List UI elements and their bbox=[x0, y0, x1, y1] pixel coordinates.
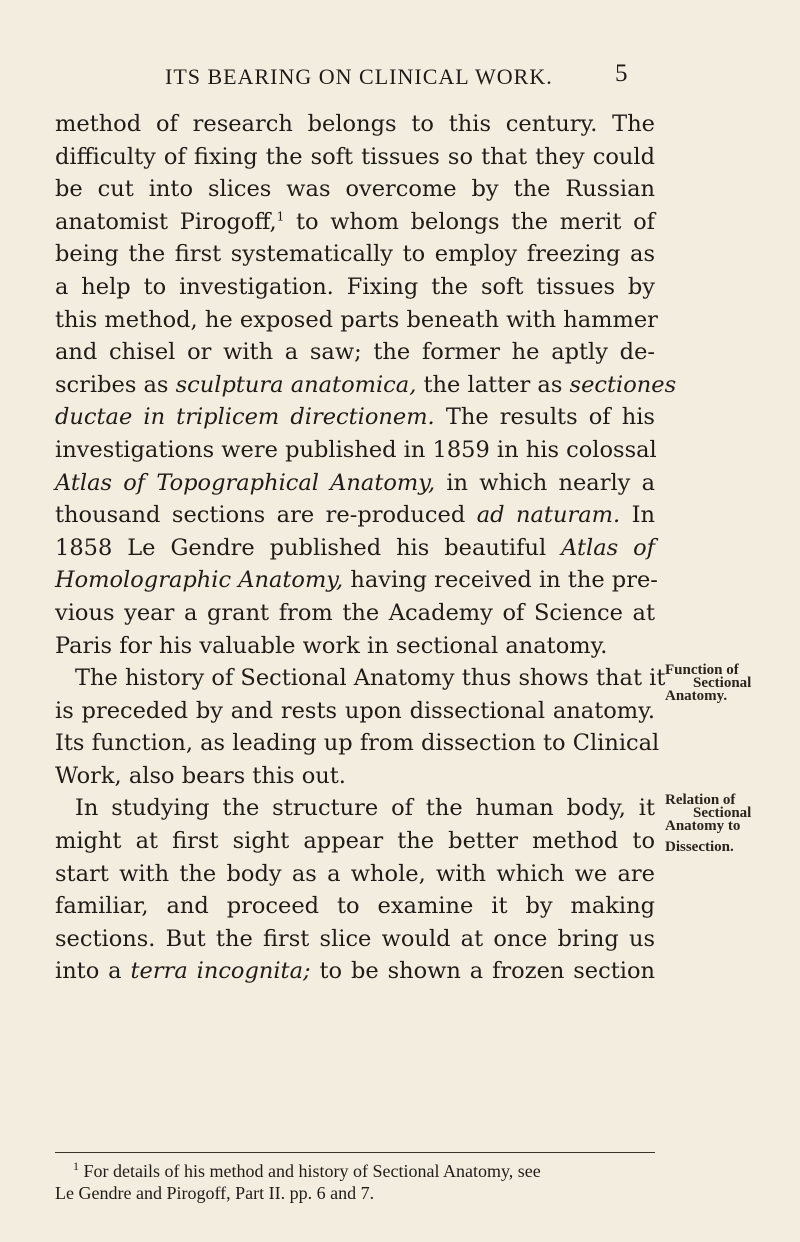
text-line: Paris for his valuable work in sectional anatomy. bbox=[55, 632, 608, 659]
text-line: familiar, and proceed to examine it by making bbox=[55, 893, 655, 920]
text-fragment: scribes as bbox=[55, 371, 176, 398]
text-line: is preceded by and rests upon dissectional anatomy. bbox=[55, 697, 655, 724]
italic-term: ductae in triplicem directionem. bbox=[55, 404, 435, 431]
italic-term: sculptura anatomica, bbox=[175, 371, 417, 398]
text-line: investigations were published in 1859 in his colossal bbox=[55, 436, 657, 463]
footnote-rule bbox=[55, 1152, 655, 1153]
text-line bbox=[55, 206, 655, 239]
margin-note-relation bbox=[665, 794, 751, 854]
margin-note-line: Anatomy. bbox=[665, 688, 728, 704]
text-fragment: having received in the pre- bbox=[343, 567, 658, 594]
text-fragment: to whom belongs the merit of bbox=[284, 208, 655, 235]
text-line bbox=[55, 401, 655, 434]
text-line: method of research belongs to this century. The bbox=[55, 111, 655, 137]
running-head: ITS BEARING ON CLINICAL WORK. bbox=[165, 64, 553, 89]
margin-note-line: Relation of bbox=[665, 792, 736, 808]
page-number: 5 bbox=[615, 60, 628, 87]
margin-note-line: Function of bbox=[665, 662, 739, 678]
text-fragment: in which nearly a bbox=[435, 469, 655, 496]
text-line: this method, he exposed parts beneath with hammer bbox=[55, 306, 658, 333]
text-line bbox=[55, 499, 655, 532]
text-line: a help to investigation. Fixing the soft tissues by bbox=[55, 273, 655, 300]
margin-note-line: Sectional bbox=[693, 805, 752, 821]
text-fragment: In bbox=[620, 502, 655, 529]
text-line bbox=[55, 369, 677, 402]
italic-title: Atlas of bbox=[561, 534, 655, 561]
text-line bbox=[55, 564, 658, 597]
footnote-marker: 1 bbox=[276, 209, 285, 224]
text-fragment: into a bbox=[55, 958, 131, 985]
margin-note-line: Sectional bbox=[693, 675, 752, 691]
text-line: difficulty of fixing the soft tissues so that they could bbox=[55, 143, 655, 170]
text-line bbox=[55, 955, 655, 988]
text-line: vious year a grant from the Academy of Science at bbox=[55, 599, 655, 626]
text-line: Work, also bears this out. bbox=[55, 762, 346, 789]
text-line: start with the body as a whole, with which we are bbox=[55, 860, 655, 887]
text-fragment: thousand sections are re-produced bbox=[55, 502, 477, 529]
text-line: sections. But the first slice would at once bring us bbox=[55, 925, 655, 952]
text-line bbox=[55, 532, 655, 565]
footnote-text: For details of his method and history of Sectional Anatomy, see bbox=[79, 1161, 541, 1181]
margin-note-function bbox=[665, 664, 751, 703]
text-line: might at first sight appear the better method to bbox=[55, 828, 655, 855]
italic-term: terra incognita; bbox=[130, 958, 311, 985]
text-fragment: to be shown a frozen section bbox=[310, 958, 656, 985]
text-line: and chisel or with a saw; the former he aptly de- bbox=[55, 339, 655, 366]
text-line: being the first systematically to employ freezing as bbox=[55, 241, 655, 268]
italic-term: sectiones bbox=[569, 371, 677, 398]
body-text bbox=[55, 108, 677, 988]
text-line: Its function, as leading up from dissection to Clinical bbox=[55, 730, 660, 757]
text-line: The history of Sectional Anatomy thus shows that it bbox=[75, 665, 666, 692]
margin-note-line: Dissection. bbox=[665, 839, 734, 855]
text-line bbox=[55, 467, 655, 500]
text-line: In studying the structure of the human body, it bbox=[75, 795, 655, 822]
footnote-line bbox=[55, 1160, 655, 1182]
italic-title: Homolographic Anatomy, bbox=[55, 567, 344, 594]
italic-title: Atlas of Topographical Anatomy, bbox=[55, 469, 436, 496]
text-fragment: The results of his bbox=[434, 404, 655, 431]
italic-term: ad naturam. bbox=[476, 502, 621, 529]
text-fragment: 1858 Le Gendre published his beautiful bbox=[55, 534, 562, 561]
margin-note-line: Anatomy to bbox=[665, 818, 741, 834]
text-fragment: the latter as bbox=[416, 371, 570, 398]
footnote-line: Le Gendre and Pirogoff, Part II. pp. 6 and 7. bbox=[55, 1183, 375, 1203]
text-fragment: anatomist Pirogoff, bbox=[55, 208, 277, 235]
text-line: be cut into slices was overcome by the Russian bbox=[55, 176, 655, 203]
footnote bbox=[55, 1160, 655, 1204]
footnote-number: 1 bbox=[73, 1159, 79, 1173]
